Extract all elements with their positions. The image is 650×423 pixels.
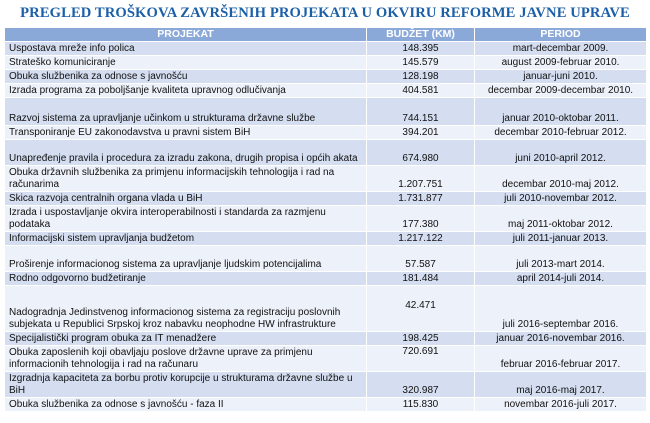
table-row — [5, 372, 647, 398]
table-row — [5, 346, 647, 372]
cell-period: juli 2016-septembar 2016. — [475, 286, 647, 332]
cell-period: januar 2016-novembar 2016. — [475, 332, 647, 346]
cell-projekat: Transponiranje EU zakonodavstva u pravni sistem BiH — [5, 126, 367, 140]
cell-period: februar 2016-februar 2017. — [475, 346, 647, 372]
cell-period: juni 2010-april 2012. — [475, 140, 647, 166]
cell-period: maj 2016-maj 2017. — [475, 372, 647, 398]
cell-budzet: 720.691 — [367, 346, 475, 372]
cell-period: maj 2011-oktobar 2012. — [475, 206, 647, 232]
cell-period: januar 2010-oktobar 2011. — [475, 98, 647, 126]
table-header-row — [5, 28, 647, 42]
header-period: PERIOD — [475, 28, 647, 42]
header-budzet: BUDŽET (KM) — [367, 28, 475, 42]
cell-budzet: 128.198 — [367, 70, 475, 84]
cell-budzet: 744.151 — [367, 98, 475, 126]
cell-projekat: Informacijski sistem upravljanja budžetom — [5, 232, 367, 246]
cell-projekat: Skica razvoja centralnih organa vlada u BiH — [5, 192, 367, 206]
cell-projekat: Razvoj sistema za upravljanje učinkom u strukturama državne službe — [5, 98, 367, 126]
cell-budzet: 1.731.877 — [367, 192, 475, 206]
cell-projekat: Izrada programa za poboljšanje kvaliteta upravnog odlučivanja — [5, 84, 367, 98]
cell-budzet: 404.581 — [367, 84, 475, 98]
cell-budzet: 115.830 — [367, 398, 475, 412]
table-row — [5, 166, 647, 192]
table-row — [5, 140, 647, 166]
table-row — [5, 98, 647, 126]
cell-period: novembar 2016-juli 2017. — [475, 398, 647, 412]
cell-projekat: Izrada i uspostavljanje okvira interoperabilnosti i standarda za razmjenu podataka — [5, 206, 367, 232]
cell-period: juli 2011-januar 2013. — [475, 232, 647, 246]
cell-projekat: Obuka službenika za odnose s javnošću — [5, 70, 367, 84]
cell-projekat: Obuka zaposlenih koji obavljaju poslove državne uprave za primjenu informacionih tehnologija i rad na računaru — [5, 346, 367, 372]
cell-period: januar-juni 2010. — [475, 70, 647, 84]
cell-period: decembar 2010-maj 2012. — [475, 166, 647, 192]
cell-period: juli 2013-mart 2014. — [475, 246, 647, 272]
cell-projekat: Obuka državnih službenika za primjenu informacijskih tehnologija i rad na računarima — [5, 166, 367, 192]
table-row — [5, 70, 647, 84]
cell-period: decembar 2010-februar 2012. — [475, 126, 647, 140]
cell-period: mart-decembar 2009. — [475, 42, 647, 56]
cell-projekat: Specijalistički program obuka za IT menadžere — [5, 332, 367, 346]
cell-period: decembar 2009-decembar 2010. — [475, 84, 647, 98]
cell-budzet: 1.217.122 — [367, 232, 475, 246]
cell-budzet: 148.395 — [367, 42, 475, 56]
table-row — [5, 398, 647, 412]
table-row — [5, 332, 647, 346]
cell-period: juli 2010-novembar 2012. — [475, 192, 647, 206]
table-row — [5, 246, 647, 272]
table-row — [5, 84, 647, 98]
table-row — [5, 42, 647, 56]
cell-budzet: 145.579 — [367, 56, 475, 70]
page-title: PREGLED TROŠKOVA ZAVRŠENIH PROJEKATA U OKVIRU REFORME JAVNE UPRAVE — [20, 5, 630, 21]
table-row — [5, 286, 647, 332]
table-row — [5, 272, 647, 286]
header-projekat: PROJEKAT — [5, 28, 367, 42]
cell-projekat: Nadogradnja Jedinstvenog informacionog sistema za registraciju poslovnih subjekata u Republici Srpskoj kroz nabavku neophodne HW infrastrukture — [5, 286, 367, 332]
cell-period: april 2014-juli 2014. — [475, 272, 647, 286]
table-row — [5, 126, 647, 140]
cell-budzet: 320.987 — [367, 372, 475, 398]
table-row — [5, 192, 647, 206]
cell-budzet: 57.587 — [367, 246, 475, 272]
cell-projekat: Proširenje informacionog sistema za upravljanje ljudskim potencijalima — [5, 246, 367, 272]
cell-projekat: Strateško komuniciranje — [5, 56, 367, 70]
cell-budzet: 42.471 — [367, 286, 475, 332]
cell-budzet: 181.484 — [367, 272, 475, 286]
projects-table — [4, 27, 647, 412]
table-row — [5, 206, 647, 232]
cell-budzet: 177.380 — [367, 206, 475, 232]
cell-projekat: Izgradnja kapaciteta za borbu protiv korupcije u strukturama državne službe u BiH — [5, 372, 367, 398]
cell-projekat: Rodno odgovorno budžetiranje — [5, 272, 367, 286]
table-row — [5, 232, 647, 246]
cell-budzet: 674.980 — [367, 140, 475, 166]
cell-budzet: 394.201 — [367, 126, 475, 140]
cell-budzet: 1.207.751 — [367, 166, 475, 192]
cell-projekat: Unapređenje pravila i procedura za izradu zakona, drugih propisa i općih akata — [5, 140, 367, 166]
table-row — [5, 56, 647, 70]
cell-budzet: 198.425 — [367, 332, 475, 346]
cell-period: august 2009-februar 2010. — [475, 56, 647, 70]
cell-projekat: Obuka službenika za odnose s javnošću - faza II — [5, 398, 367, 412]
cell-projekat: Uspostava mreže info polica — [5, 42, 367, 56]
